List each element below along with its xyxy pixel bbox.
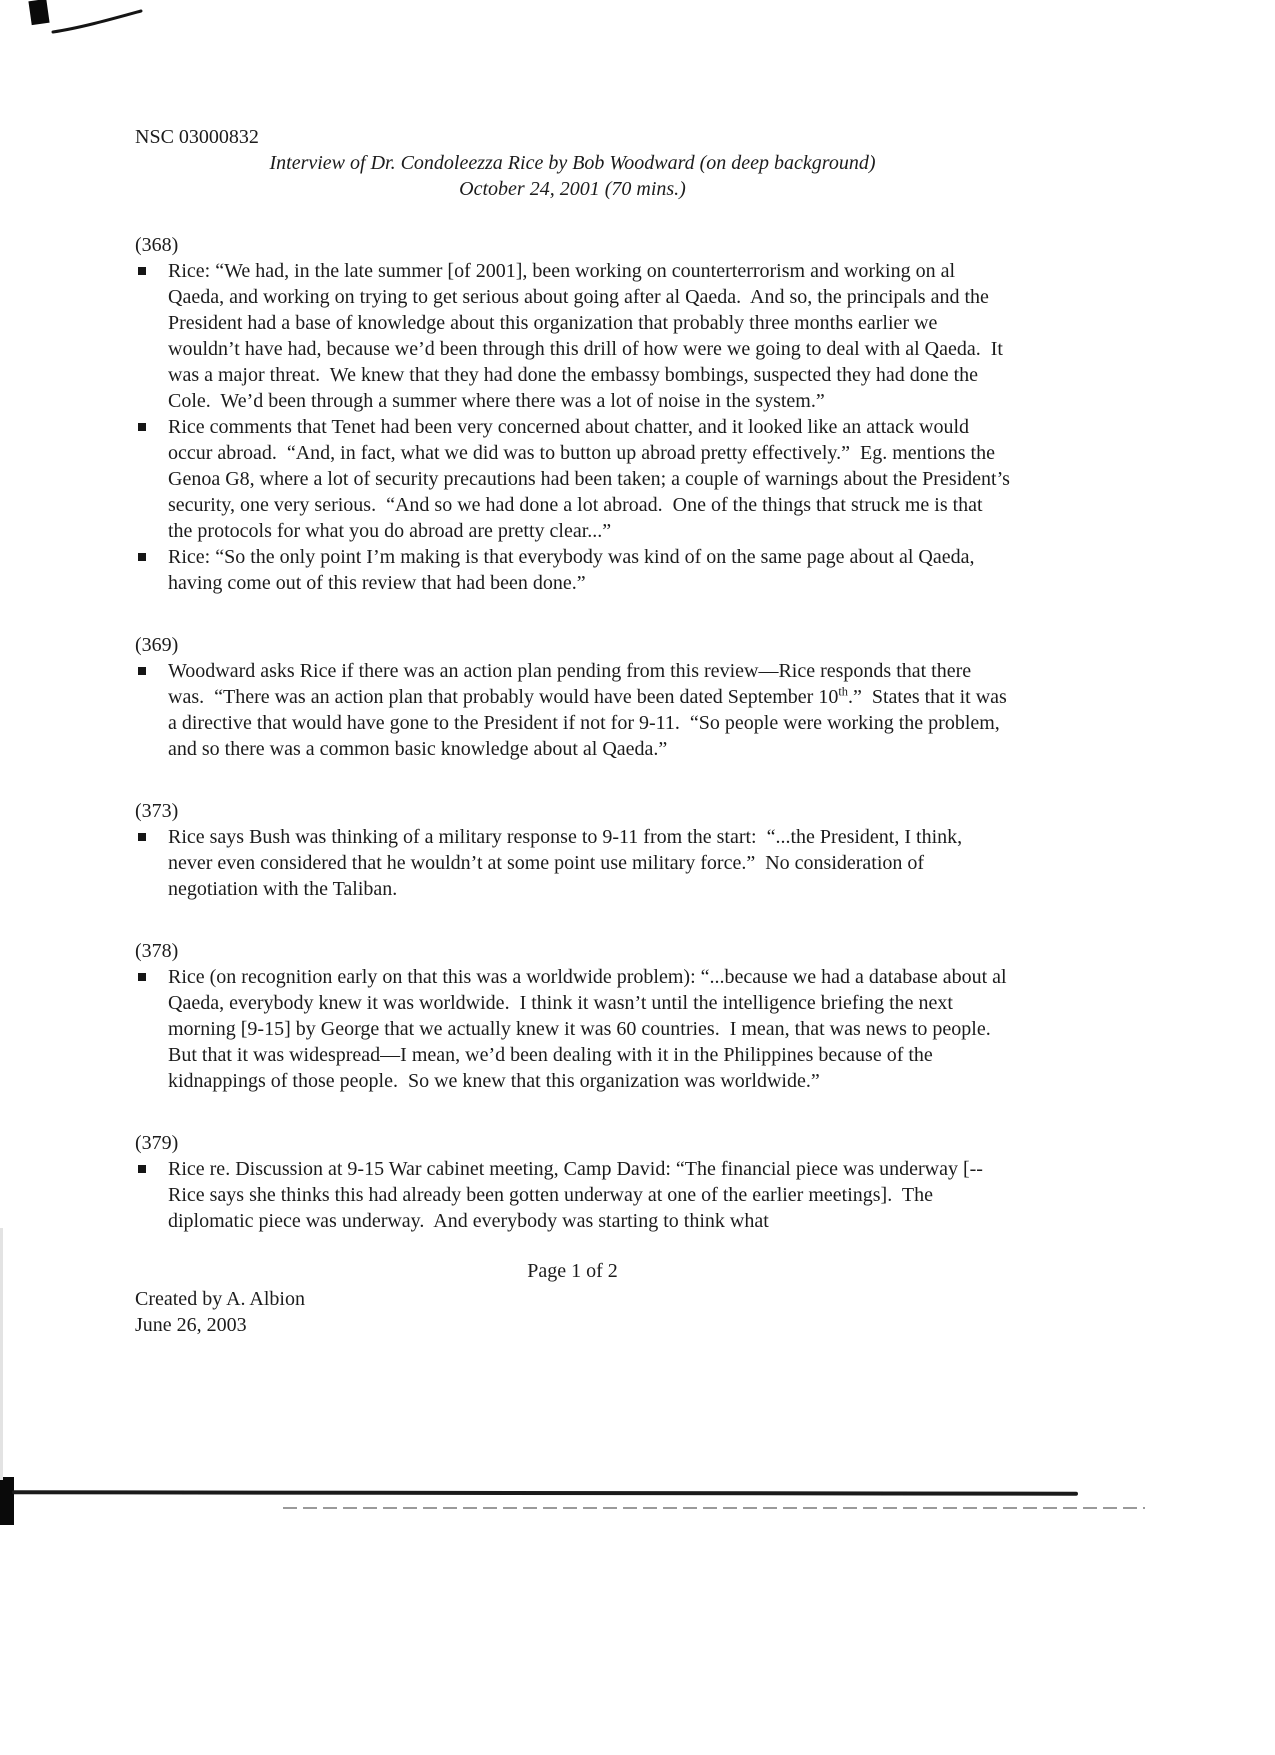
document-section xyxy=(135,1130,1010,1234)
section-number: (368) xyxy=(135,234,179,256)
bullet-item xyxy=(135,414,1015,544)
created-by-label: Created by A. Albion xyxy=(135,1288,305,1310)
scan-line-dark xyxy=(12,1490,1078,1495)
pen-mark-icon xyxy=(50,6,145,36)
bullet-text: Rice says Bush was thinking of a military response to 9-11 from the start: “...the President, I think, never even considered that he wouldn’t at some point use military force.” No consideration of negotiation with the Taliban. xyxy=(168,826,968,900)
document-section xyxy=(135,938,1010,1094)
bullet-text: Woodward asks Rice if there was an action plan pending from this review—Rice responds that there was. “There was an action plan that probably would have been dated September 10th.” States that it was a directive that would have gone to the President if not for 9-11. “So people were working the problem, and so there was a common basic knowledge about al Qaeda.” xyxy=(168,660,1012,760)
bullet-square-icon xyxy=(135,258,168,275)
page-number-label: Page 1 of 2 xyxy=(527,1260,618,1282)
bullet-text: Rice (on recognition early on that this was a worldwide problem): “...because we had a database about al Qaeda, everybody knew it was worldwide. I think it wasn’t until the intelligence briefing the next morning [9-15] by George that we actually knew it was 60 countries. I mean, that was news to people. But that it was widespread—I mean, we’d been dealing with it in the Philippines because of the kidnappings of those people. So we knew that this organization was worldwide.” xyxy=(168,966,1012,1092)
bullet-item xyxy=(135,658,1010,762)
bullet-item xyxy=(135,964,1010,1094)
document-title: Interview of Dr. Condoleezza Rice by Bob Woodward (on deep background) xyxy=(269,152,876,174)
scan-edge-mark xyxy=(0,1477,14,1525)
bullet-item xyxy=(135,258,1010,414)
bullet-list xyxy=(135,1156,1010,1234)
section-number: (373) xyxy=(135,800,179,822)
bullet-item xyxy=(135,1156,1010,1234)
bullet-square-icon xyxy=(135,544,168,561)
bullet-square-icon xyxy=(135,824,168,841)
bullet-item xyxy=(135,824,1010,902)
bullet-text: Rice: “We had, in the late summer [of 2001], been working on counterterrorism and working on al Qaeda, and working on trying to get serious about going after al Qaeda. And so, the principals and the President had a base of knowledge about this organization that probably three months earlier we wouldn’t have had, because we’d been through this drill of how were we going to deal with al Qaeda. It was a major threat. We knew that they had done the embassy bombings, suspected they had done the Cole. We’d been through a summer where there was a lot of noise in the system.” xyxy=(168,260,1008,412)
bullet-text: Rice: “So the only point I’m making is that everybody was kind of on the same page about al Qaeda, having come out of this review that had been done.” xyxy=(168,546,980,594)
bullet-square-icon xyxy=(135,964,168,981)
bullet-square-icon xyxy=(135,414,168,431)
document-date-line: October 24, 2001 (70 mins.) xyxy=(459,178,686,200)
bullet-square-icon xyxy=(135,1156,168,1173)
document-section xyxy=(135,798,1010,902)
document-section xyxy=(135,632,1010,762)
bullet-list xyxy=(135,658,1010,762)
section-number: (369) xyxy=(135,634,179,656)
bullet-list xyxy=(135,258,1015,596)
bullet-text: Rice re. Discussion at 9-15 War cabinet meeting, Camp David: “The financial piece was underway [--Rice says she thinks this had already been gotten underway at one of the earlier meetings]. The diplomatic piece was underway. And everybody was starting to think what xyxy=(168,1158,983,1232)
scan-line-light xyxy=(283,1507,1145,1509)
bullet-item xyxy=(135,544,1010,596)
section-number: (378) xyxy=(135,940,179,962)
document-section xyxy=(135,232,1015,596)
bullet-list xyxy=(135,824,1010,902)
document-content xyxy=(135,124,1015,1338)
section-number: (379) xyxy=(135,1132,179,1154)
document-number: NSC 03000832 xyxy=(135,126,259,148)
created-date-label: June 26, 2003 xyxy=(135,1314,247,1336)
scan-corner-mark xyxy=(28,0,49,25)
scan-edge-streak xyxy=(0,1228,3,1480)
bullet-square-icon xyxy=(135,658,168,675)
sections-container xyxy=(135,232,1015,1234)
bullet-text: Rice comments that Tenet had been very concerned about chatter, and it looked like an attack would occur abroad. “And, in fact, what we did was to button up abroad pretty effectively.” Eg. mentions the Genoa G8, where a lot of security precautions had been taken; a couple of warnings about the President’s security, one very serious. “And so we had done a lot abroad. One of the things that struck me is that the protocols for what you do abroad are pretty clear...” xyxy=(168,416,1015,542)
bullet-list xyxy=(135,964,1010,1094)
